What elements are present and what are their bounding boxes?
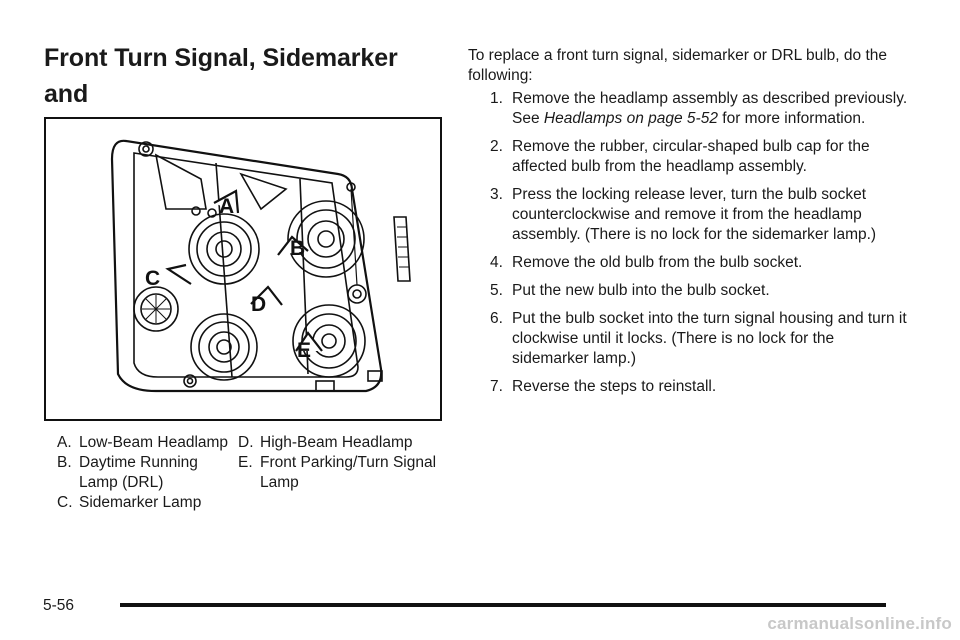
legend-item-b: B. Daytime Running Lamp (DRL) [57, 454, 198, 491]
figure-legend-left [57, 433, 237, 513]
intro-paragraph: To replace a front turn signal, sidemarker or DRL bulb, do the following: [468, 47, 887, 84]
step-1: 1. Remove the headlamp assembly as described previously. See Headlamps on page 5-52 for more information. [490, 90, 908, 127]
watermark: carmanualsonline.info [767, 614, 952, 633]
step-3: 3. Press the locking release lever, turn the bulb socket counterclockwise and remove it from the headlamp assembly. (There is no lock for the sidemarker lamp.) [490, 186, 877, 243]
page-number: 5-56 [43, 597, 75, 614]
step-2: 2. Remove the rubber, circular-shaped bulb cap for the affected bulb from the headlamp assembly. [490, 138, 870, 175]
step-4: 4. Remove the old bulb from the bulb socket. [490, 254, 803, 271]
cross-reference-link[interactable]: Headlamps on page 5-52 [543, 110, 718, 127]
legend-item-c: C. Sidemarker Lamp [57, 494, 202, 511]
footer-rule [120, 603, 886, 607]
callout-d: D [251, 293, 267, 316]
headlamp-assembly-illustration [44, 117, 442, 421]
procedure-steps [490, 89, 910, 405]
callout-c: C [145, 267, 161, 290]
legend-item-a: A. Low-Beam Headlamp [57, 434, 229, 451]
step-7: 7. Reverse the steps to reinstall. [490, 378, 717, 395]
heading-line-1: Front Turn Signal, Sidemarker and [44, 44, 398, 108]
legend-item-d: D. High-Beam Headlamp [238, 434, 413, 451]
step-6: 6. Put the bulb socket into the turn signal housing and turn it clockwise until it locks. (There is no lock for the sidemarker lamp.) [490, 310, 907, 367]
callout-b: B [290, 237, 306, 260]
callout-a: A [219, 195, 235, 218]
callout-e: E [297, 339, 312, 362]
figure-legend-right [238, 433, 438, 493]
step-5: 5. Put the new bulb into the bulb socket. [490, 282, 770, 299]
legend-item-e: E. Front Parking/Turn Signal Lamp [238, 454, 437, 491]
